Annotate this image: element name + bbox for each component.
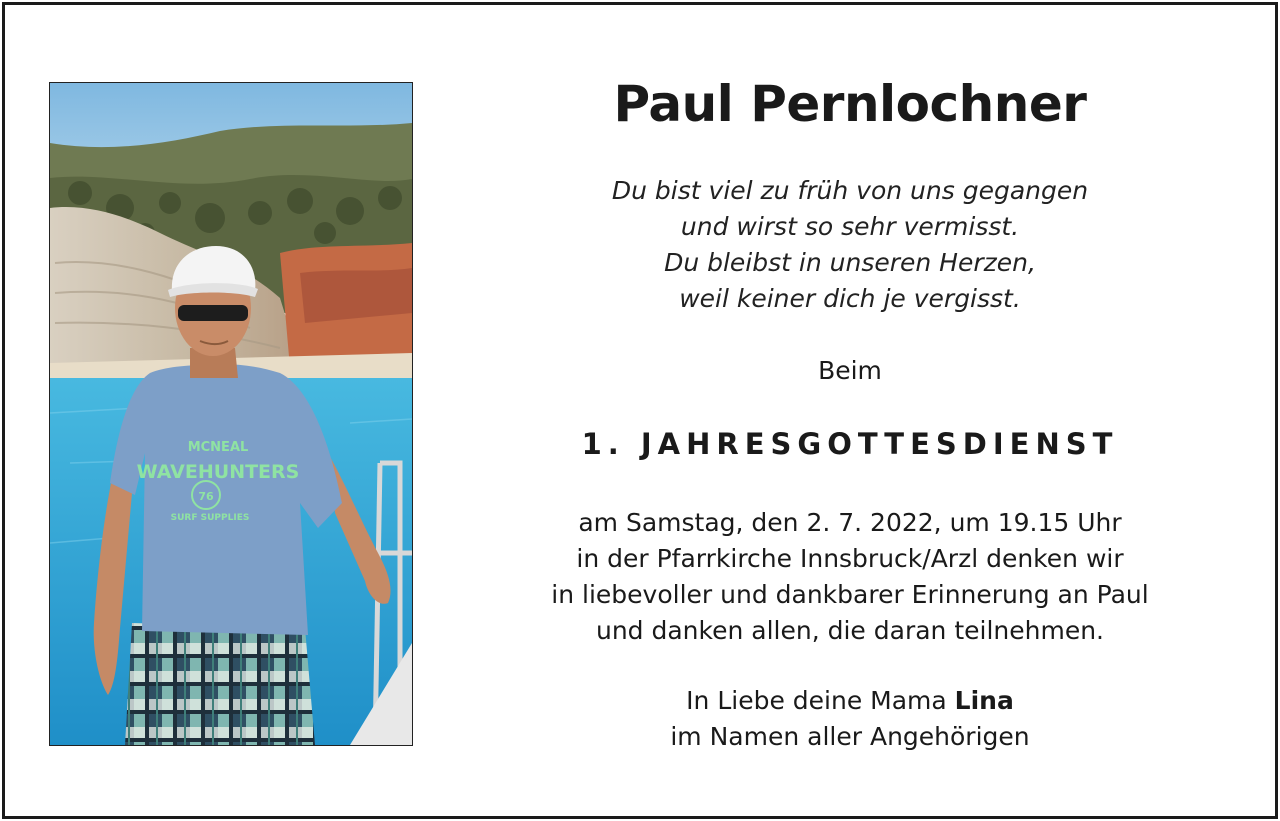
details-line: und danken allen, die daran teilnehmen. xyxy=(595,616,1105,645)
poem xyxy=(505,173,1195,317)
event-heading: 1. JAHRESGOTTESDIENST xyxy=(581,427,1119,461)
shorts xyxy=(125,623,315,745)
intro-text: Beim xyxy=(818,356,882,385)
signature-line-2: im Namen aller Angehörigen xyxy=(670,722,1030,751)
signature-line-1 xyxy=(505,683,1195,719)
shirt-text-2: WAVEHUNTERS xyxy=(136,461,300,483)
portrait-photo xyxy=(49,82,413,746)
poem-line: weil keiner dich je vergisst. xyxy=(679,284,1021,313)
poem-line: Du bist viel zu früh von uns gegangen xyxy=(611,176,1089,205)
deceased-name: Paul Pernlochner xyxy=(613,75,1087,133)
sunglasses xyxy=(178,305,248,321)
signature xyxy=(505,683,1195,755)
signature-name: Lina xyxy=(954,686,1014,715)
shirt-text-1: MCNEAL xyxy=(187,440,249,455)
memorial-card xyxy=(2,2,1278,819)
shirt-text-4: SURF SUPPLIES xyxy=(170,513,250,523)
details-line: in der Pfarrkirche Innsbruck/Arzl denken wir xyxy=(576,544,1124,573)
poem-line: und wirst so sehr vermisst. xyxy=(680,212,1020,241)
shirt-text-3: 76 xyxy=(198,490,214,503)
details-line: in liebevoller und dankbarer Erinnerung an Paul xyxy=(551,580,1149,609)
signature-prefix: In Liebe deine Mama xyxy=(686,686,955,715)
details-line: am Samstag, den 2. 7. 2022, um 19.15 Uhr xyxy=(578,508,1122,537)
event-details xyxy=(505,505,1195,649)
poem-line: Du bleibst in unseren Herzen, xyxy=(664,248,1036,277)
